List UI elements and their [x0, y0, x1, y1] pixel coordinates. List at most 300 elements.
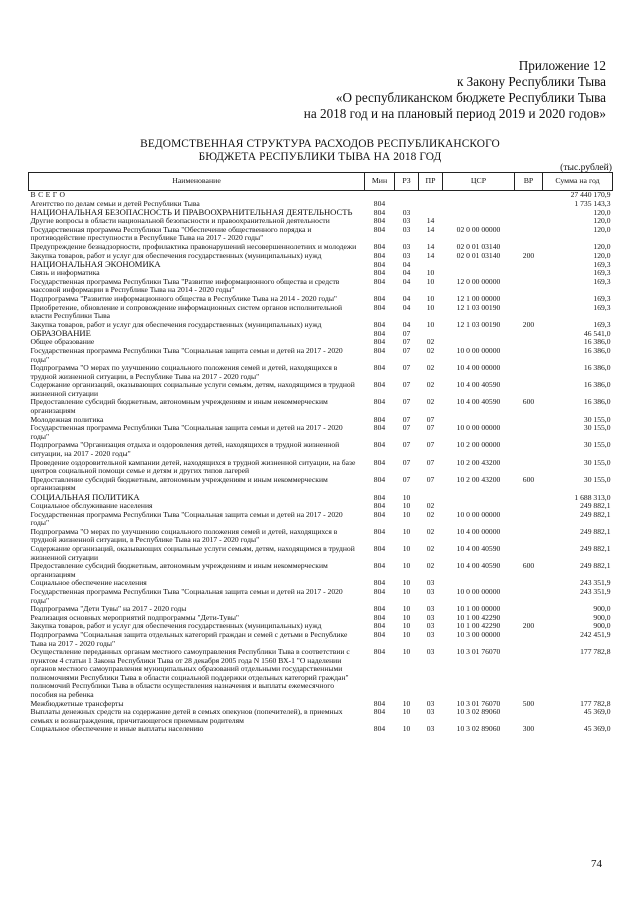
cell-name: Подпрограмма "Развитие информационного общества в Республике Тыва на 2014 - 2020 годы"	[30, 293, 338, 303]
cell-name: Предупреждение безнадзорности, профилактика правонарушений несовершеннолетних и молодежи	[30, 241, 357, 251]
cell-csr: 10 4 00 40590	[456, 561, 501, 571]
cell-rz: 10	[402, 698, 411, 708]
cell-min: 804	[373, 241, 386, 251]
cell-pr: 07	[426, 414, 435, 424]
cell-pr: 03	[426, 724, 435, 734]
cell-rz: 03	[402, 241, 411, 251]
cell-name: Государственная программа Республики Тыва "Развитие информационного общества и средств массовой информации в Республике Тыва на 2014 - 2020 годы"	[30, 276, 340, 295]
cell-rz: 10	[402, 707, 411, 717]
cell-csr	[443, 200, 515, 209]
table-row	[29, 708, 613, 725]
cell-vr	[515, 631, 543, 648]
cell-min: 804	[373, 612, 386, 622]
table-row	[29, 364, 613, 381]
cell-csr: 10 3 02 89060	[456, 707, 501, 717]
cell-csr: 10 0 00 00000	[456, 423, 501, 433]
cell-rz: 10	[402, 578, 411, 588]
cell-min: 804	[373, 604, 386, 614]
table-row	[29, 441, 613, 458]
cell-min: 804	[373, 276, 386, 286]
cell-sum: 169,3	[593, 319, 611, 329]
cell-name: Подпрограмма "Организация отдыха и оздоровления детей, находящихся в трудной жизненной ситуации, на 2017 - 2020 годы"	[30, 440, 340, 459]
cell-pr: 10	[426, 302, 435, 312]
header-name: Наименование	[29, 173, 365, 191]
document-title	[0, 138, 640, 164]
cell-rz: 10	[402, 509, 411, 519]
cell-name: Социальное обеспечение населения	[30, 578, 147, 588]
table-row	[29, 631, 613, 648]
cell-pr: 10	[426, 319, 435, 329]
cell-csr: 02 0 01 03140	[456, 241, 501, 251]
cell-pr: 03	[426, 707, 435, 717]
cell-rz: 07	[402, 397, 411, 407]
cell-sum: 177 782,8	[580, 647, 611, 657]
title-line-2: БЮДЖЕТА РЕСПУБЛИКИ ТЫВА НА 2018 ГОД	[198, 151, 442, 163]
cell-sum: 177 782,8	[580, 698, 611, 708]
cell-min: 804	[373, 501, 386, 510]
table-row	[29, 511, 613, 528]
cell-sum: 120,0	[593, 224, 611, 234]
cell-pr: 14	[426, 216, 435, 226]
cell-name: Агентство по делам семьи и детей Республики Тыва	[30, 198, 200, 208]
cell-sum: 45 369,0	[583, 707, 611, 717]
cell-csr: 02 0 01 03140	[456, 250, 501, 260]
table-row	[29, 347, 613, 364]
cell-rz: 07	[402, 329, 411, 339]
cell-sum: 169,3	[593, 268, 611, 278]
cell-sum: 249 882,1	[580, 543, 611, 553]
cell-name: Содержание организаций, оказывающих социальные услуги семьям, детям, находящимся в трудной жизненной ситуации	[30, 380, 355, 398]
table-row	[29, 725, 613, 734]
cell-csr	[443, 493, 515, 502]
cell-vr	[515, 226, 543, 243]
cell-rz: 10	[402, 543, 411, 553]
cell-min: 804	[373, 509, 386, 519]
cell-name: Реализация основных мероприятий подпрограммы "Дети-Тувы"	[30, 612, 240, 622]
cell-pr: 03	[426, 604, 435, 614]
cell-min: 804	[373, 380, 386, 390]
cell-csr: 10 2 00 43200	[456, 474, 501, 484]
cell-pr: 14	[426, 250, 435, 260]
cell-min: 804	[373, 586, 386, 596]
cell-sum: 27 440 170,9	[570, 190, 611, 199]
cell-vr	[515, 217, 543, 226]
title-line-1: ВЕДОМСТВЕННАЯ СТРУКТУРА РАСХОДОВ РЕСПУБЛИКАНСКОГО	[140, 138, 500, 150]
cell-pr: 07	[426, 457, 435, 467]
cell-rz: 07	[402, 363, 411, 373]
cell-csr	[443, 208, 515, 217]
cell-name: Молодежная политика	[30, 414, 104, 424]
table-row	[29, 260, 613, 269]
cell-csr: 12 1 00 00000	[456, 293, 501, 303]
cell-pr: 02	[426, 509, 435, 519]
table-row	[29, 321, 613, 330]
appendix-line-2: к Закону Республики Тыва	[456, 74, 606, 89]
cell-name: Подпрограмма "Дети Тувы" на 2017 - 2020 годы	[30, 604, 187, 614]
cell-rz: 04	[402, 319, 411, 329]
cell-pr: 03	[426, 578, 435, 588]
cell-name: Закупка товаров, работ и услуг для обеспечения государственных (муниципальных) нужд	[30, 621, 322, 631]
cell-pr: 07	[426, 474, 435, 484]
cell-sum: 30 155,0	[583, 423, 611, 433]
cell-min: 804	[373, 337, 386, 347]
cell-rz: 07	[402, 440, 411, 450]
cell-pr	[419, 191, 443, 200]
cell-min: 804	[373, 397, 386, 407]
cell-sum: 46 541,0	[583, 329, 611, 339]
cell-vr: 500	[522, 698, 535, 708]
cell-sum: 249 882,1	[580, 501, 611, 510]
cell-sum: 45 369,0	[583, 724, 611, 734]
cell-pr: 03	[426, 621, 435, 631]
cell-pr: 03	[426, 647, 435, 657]
table-row	[29, 562, 613, 579]
cell-min: 804	[373, 216, 386, 226]
cell-sum: 1 735 143,3	[574, 198, 611, 208]
table-row	[29, 329, 613, 338]
cell-csr: 10 3 01 76070	[456, 698, 501, 708]
cell-vr	[515, 502, 543, 511]
cell-min: 804	[373, 698, 386, 708]
cell-vr	[515, 648, 543, 700]
cell-rz: 03	[402, 208, 411, 218]
cell-csr: 10 2 00 00000	[456, 440, 501, 450]
cell-rz: 10	[402, 629, 411, 639]
table-header-row	[29, 173, 613, 191]
cell-csr	[443, 191, 515, 200]
cell-min: 804	[373, 647, 386, 657]
cell-min: 804	[373, 578, 386, 588]
cell-rz: 04	[402, 276, 411, 286]
cell-pr: 02	[426, 501, 435, 510]
header-rz: РЗ	[395, 173, 419, 191]
cell-min: 804	[373, 561, 386, 571]
cell-csr: 10 2 00 43200	[456, 457, 501, 467]
cell-csr: 02 0 00 00000	[456, 224, 501, 234]
cell-sum: 16 386,0	[583, 397, 611, 407]
cell-rz: 07	[402, 457, 411, 467]
cell-vr: 200	[522, 250, 535, 260]
header-sum: Сумма на год	[543, 173, 613, 191]
unit-label: (тыс.рублей)	[560, 162, 612, 173]
cell-name: Связь и информатика	[30, 268, 100, 278]
table-row	[29, 424, 613, 441]
cell-rz: 04	[402, 260, 411, 270]
cell-rz: 07	[402, 345, 411, 355]
cell-name: НАЦИОНАЛЬНАЯ БЕЗОПАСНОСТЬ И ПРАВООХРАНИТЕЛЬНАЯ ДЕЯТЕЛЬНОСТЬ	[30, 207, 353, 218]
cell-min: 804	[373, 198, 386, 208]
cell-pr: 02	[426, 397, 435, 407]
cell-sum: 249 882,1	[580, 526, 611, 536]
cell-min: 804	[373, 474, 386, 484]
cell-csr	[443, 260, 515, 269]
cell-rz: 07	[402, 423, 411, 433]
cell-min: 804	[373, 329, 386, 339]
cell-vr	[515, 511, 543, 528]
cell-sum: 120,0	[593, 216, 611, 226]
table-row	[29, 381, 613, 398]
cell-vr	[515, 208, 543, 217]
cell-min: 804	[373, 345, 386, 355]
cell-rz: 07	[402, 380, 411, 390]
cell-name: Другие вопросы в области национальной безопасности и правоохранительной деятельности	[30, 216, 330, 226]
cell-sum: 169,3	[593, 302, 611, 312]
cell-sum: 30 155,0	[583, 474, 611, 484]
cell-rz: 10	[402, 647, 411, 657]
cell-pr: 10	[426, 293, 435, 303]
cell-sum: 120,0	[593, 241, 611, 251]
cell-name: Общее образование	[30, 337, 95, 347]
cell-vr	[515, 191, 543, 200]
cell-rz: 10	[402, 604, 411, 614]
cell-name: Государственная программа Республики Тыва "Обеспечение общественного порядка и противодействие преступности в Республике Тыва на 2017 - 2020 годы"	[30, 224, 312, 243]
cell-pr: 02	[426, 345, 435, 355]
cell-sum: 242 451,9	[580, 629, 611, 639]
cell-vr	[515, 329, 543, 338]
cell-sum: 1 688 313,0	[574, 493, 611, 502]
cell-vr	[515, 364, 543, 381]
cell-rz: 07	[402, 414, 411, 424]
cell-pr: 07	[426, 423, 435, 433]
cell-vr	[515, 338, 543, 347]
cell-csr: 10 3 00 00000	[456, 629, 501, 639]
cell-csr: 10 3 02 89060	[456, 724, 501, 734]
expenditure-table	[28, 172, 613, 734]
cell-name: ВСЕГО	[30, 190, 68, 199]
cell-pr: 02	[426, 380, 435, 390]
cell-pr: 02	[426, 561, 435, 571]
cell-name: Проведение оздоровительной кампании детей, находящихся в трудной жизненной ситуации, на базе центров социальной помощи семье и детям и других типов лагерей	[30, 457, 356, 476]
table-row	[29, 304, 613, 321]
cell-vr	[515, 579, 543, 588]
cell-vr	[515, 295, 543, 304]
cell-min: 804	[373, 629, 386, 639]
cell-sum: 169,3	[593, 293, 611, 303]
cell-sum: 16 386,0	[583, 380, 611, 390]
table-row	[29, 226, 613, 243]
cell-vr: 200	[522, 319, 535, 329]
cell-min: 804	[373, 224, 386, 234]
cell-vr	[515, 416, 543, 425]
appendix-line-3: «О республиканском бюджете Республики Тыва	[335, 90, 606, 105]
cell-vr	[515, 304, 543, 321]
cell-vr	[515, 588, 543, 605]
cell-pr: 02	[426, 526, 435, 536]
cell-rz: 03	[402, 224, 411, 234]
header-min: Мин	[365, 173, 395, 191]
cell-name: Государственная программа Республики Тыва "Социальная защита семьи и детей на 2017 - 2020 годы"	[30, 509, 343, 528]
cell-csr	[443, 329, 515, 338]
header-vr: ВР	[515, 173, 543, 191]
cell-name: Межбюджетные трансферты	[30, 698, 124, 708]
cell-min: 804	[373, 363, 386, 373]
cell-sum: 169,3	[593, 260, 611, 270]
cell-vr	[515, 381, 543, 398]
cell-min: 804	[373, 250, 386, 260]
cell-vr: 600	[522, 561, 535, 571]
cell-pr: 03	[426, 698, 435, 708]
cell-min: 804	[373, 543, 386, 553]
cell-sum: 120,0	[593, 208, 611, 218]
cell-name: Подпрограмма "О мерах по улучшению социального положения семей и детей, находящихся в трудной жизненной ситуации, в Республике Тыва на 2017 - 2020 годы"	[30, 526, 338, 545]
cell-min: 804	[373, 260, 386, 270]
cell-sum: 900,0	[593, 612, 611, 622]
cell-min: 804	[373, 414, 386, 424]
table-row	[29, 278, 613, 295]
cell-csr: 10 3 01 76070	[456, 647, 501, 657]
cell-rz	[395, 200, 419, 209]
cell-min: 804	[373, 621, 386, 631]
cell-sum: 16 386,0	[583, 363, 611, 373]
cell-rz: 10	[402, 621, 411, 631]
table-row	[29, 545, 613, 562]
cell-min: 804	[373, 293, 386, 303]
cell-min: 804	[373, 707, 386, 717]
cell-name: СОЦИАЛЬНАЯ ПОЛИТИКА	[30, 492, 140, 502]
cell-csr: 10 4 00 00000	[456, 526, 501, 536]
table-body	[29, 191, 613, 735]
cell-min: 804	[373, 493, 386, 502]
cell-csr: 10 0 00 00000	[456, 586, 501, 596]
cell-sum: 30 155,0	[583, 414, 611, 424]
cell-sum: 16 386,0	[583, 345, 611, 355]
appendix-line-1: Приложение 12	[518, 58, 606, 73]
cell-min: 804	[373, 526, 386, 536]
cell-rz: 03	[402, 216, 411, 226]
cell-rz: 04	[402, 293, 411, 303]
cell-rz: 03	[402, 250, 411, 260]
cell-name: Предоставление субсидий бюджетным, автономным учреждениям и иным некоммерческим организациям	[30, 561, 328, 579]
cell-name: Государственная программа Республики Тыва "Социальная защита семьи и детей на 2017 - 2020 годы"	[30, 423, 343, 441]
cell-min: 804	[373, 440, 386, 450]
cell-name: Государственная программа Республики Тыва "Социальная защита семьи и детей на 2017 - 2020 годы"	[30, 586, 343, 605]
cell-vr	[515, 708, 543, 725]
header-pr: ПР	[419, 173, 443, 191]
cell-pr: 02	[426, 363, 435, 373]
cell-vr	[515, 528, 543, 545]
cell-csr: 12 1 03 00190	[456, 302, 501, 312]
cell-rz: 10	[402, 493, 411, 502]
cell-sum: 249 882,1	[580, 509, 611, 519]
cell-sum: 169,3	[593, 276, 611, 286]
cell-name: Выплаты денежных средств на содержание детей в семьях опекунов (попечителей), в приемных семьях и вознаграждения, причитающегося приемным родителям	[30, 707, 343, 725]
cell-pr: 07	[426, 440, 435, 450]
cell-name: Предоставление субсидий бюджетным, автономным учреждениям и иным некоммерческим организациям	[30, 474, 328, 493]
cell-min: 804	[373, 319, 386, 329]
cell-name: Предоставление субсидий бюджетным, автономным учреждениям и иным некоммерческим организациям	[30, 397, 328, 416]
cell-rz: 10	[402, 724, 411, 734]
cell-rz: 10	[402, 526, 411, 536]
cell-sum: 243 351,9	[580, 578, 611, 588]
cell-rz: 10	[402, 561, 411, 571]
cell-vr	[515, 347, 543, 364]
cell-min: 804	[373, 268, 386, 278]
cell-pr: 14	[426, 241, 435, 251]
cell-sum: 30 155,0	[583, 457, 611, 467]
cell-sum: 243 351,9	[580, 586, 611, 596]
cell-rz: 10	[402, 501, 411, 510]
cell-vr: 200	[522, 621, 535, 631]
cell-min: 804	[373, 302, 386, 312]
cell-name: Закупка товаров, работ и услуг для обеспечения государственных (муниципальных) нужд	[30, 319, 322, 329]
cell-vr	[515, 260, 543, 269]
cell-pr: 03	[426, 629, 435, 639]
cell-pr: 10	[426, 276, 435, 286]
cell-vr: 600	[522, 474, 535, 484]
table-row	[29, 398, 613, 415]
table-row	[29, 648, 613, 700]
cell-name: Приобретение, обновление и сопровождение информационных систем органов исполнительной власти Республики Тыва	[30, 302, 343, 321]
cell-rz: 07	[402, 337, 411, 347]
cell-pr: 14	[426, 224, 435, 234]
cell-pr: 03	[426, 612, 435, 622]
cell-vr	[515, 424, 543, 441]
cell-csr: 10 1 00 00000	[456, 604, 501, 614]
cell-pr: 03	[426, 586, 435, 596]
cell-csr: 10 1 00 42290	[456, 621, 501, 631]
cell-csr: 10 4 00 40590	[456, 380, 501, 390]
cell-min: 804	[373, 724, 386, 734]
cell-csr: 10 4 00 40590	[456, 397, 501, 407]
cell-min: 804	[373, 208, 386, 218]
appendix-header	[304, 58, 606, 122]
table-row	[29, 588, 613, 605]
cell-rz: 10	[402, 612, 411, 622]
cell-sum: 900,0	[593, 621, 611, 631]
cell-name: Содержание организаций, оказывающих социальные услуги семьям, детям, находящимся в трудной жизненной ситуации	[30, 543, 355, 562]
cell-sum: 249 882,1	[580, 561, 611, 571]
cell-pr: 02	[426, 543, 435, 553]
page-number: 74	[591, 858, 602, 870]
cell-csr: 10 4 00 40590	[456, 543, 501, 553]
cell-csr: 10 0 00 00000	[456, 345, 501, 355]
cell-rz: 10	[402, 586, 411, 596]
cell-name: Социальное обеспечение и иные выплаты населению	[30, 724, 204, 734]
cell-rz: 04	[402, 302, 411, 312]
cell-csr: 10 4 00 00000	[456, 363, 501, 373]
cell-sum: 900,0	[593, 604, 611, 614]
cell-name: Подпрограмма "О мерах по улучшению социального положения семей и детей, находящихся в трудной жизненной ситуации, в Республике Тыва на 2017 - 2020 годы"	[30, 363, 338, 381]
cell-min: 804	[373, 423, 386, 433]
cell-vr	[515, 200, 543, 209]
cell-rz: 04	[402, 268, 411, 278]
cell-vr	[515, 441, 543, 458]
cell-name: Подпрограмма "Социальная защита отдельных категорий граждан и семей с детьми в Республике Тыва на 2017 - 2020 годы"	[30, 629, 348, 648]
cell-sum: 16 386,0	[583, 337, 611, 347]
appendix-line-4: на 2018 год и на плановый период 2019 и 2020 годов»	[303, 106, 606, 121]
header-csr: ЦСР	[443, 173, 515, 191]
cell-vr	[515, 278, 543, 295]
table-row	[29, 476, 613, 493]
cell-csr: 10 1 00 42290	[456, 612, 501, 622]
cell-csr: 12 1 03 00190	[456, 319, 501, 329]
cell-name: НАЦИОНАЛЬНАЯ ЭКОНОМИКА	[30, 259, 161, 270]
cell-name: Осуществление переданных органам местного самоуправления Республики Тыва в соответствии с пунктом 4 статьи 1 Закона Республики Тыва от 28 декабря 2005 года N 1560 ВХ-1 "О наделении органов местного самоуправления муниципальных образований отдельными государственными полномочиями Республики Тыва в области социальной поддержки отдельных категорий граждан" полномочий Республики Тыва в области осуществления назначения и выплаты ежемесячного пособия на ребенка	[30, 647, 350, 700]
cell-rz	[395, 191, 419, 200]
cell-vr: 600	[522, 397, 535, 407]
cell-vr	[515, 269, 543, 278]
cell-vr	[515, 459, 543, 476]
cell-sum: 120,0	[593, 250, 611, 260]
cell-name: ОБРАЗОВАНИЕ	[30, 328, 91, 339]
cell-pr: 02	[426, 337, 435, 347]
cell-name: Социальное обслуживание населения	[30, 501, 153, 510]
cell-sum: 30 155,0	[583, 440, 611, 450]
cell-vr: 300	[522, 724, 535, 734]
cell-name: Государственная программа Республики Тыва "Социальная защита семьи и детей на 2017 - 2020 годы"	[30, 345, 343, 364]
cell-vr	[515, 493, 543, 502]
cell-vr	[515, 605, 543, 614]
